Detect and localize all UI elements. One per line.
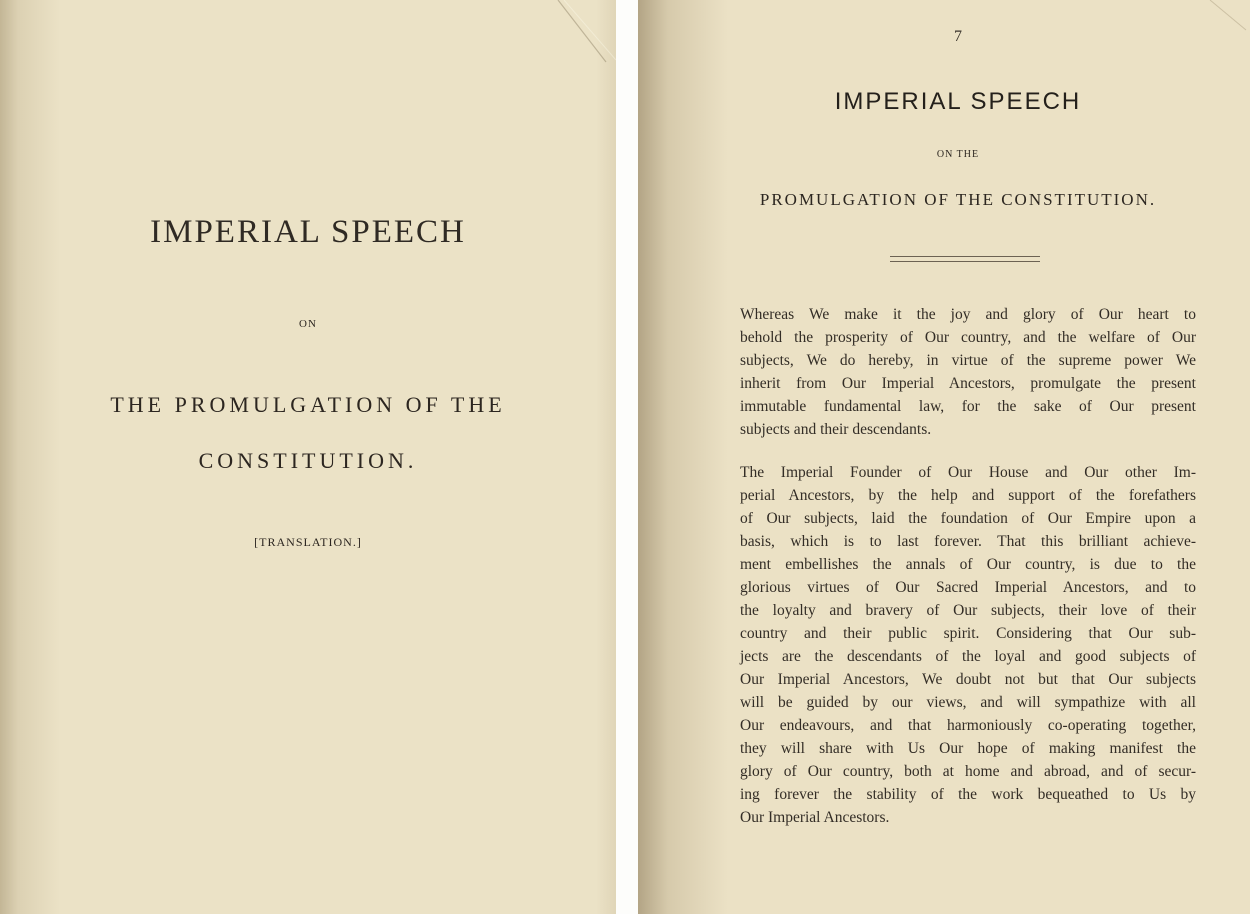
text-line: will be guided by our views, and will sympathize with all [740,694,1196,711]
text-line: they will share with Us Our hope of making manifest the [740,740,1196,757]
text-line: ing forever the stability of the work bequeathed to Us by [740,786,1196,803]
bleed-through-text [185,88,194,119]
translation-note: [TRANSLATION.] [254,535,362,549]
text-line: Our endeavours, and that harmoniously co-operating together, [740,717,1196,734]
paragraph [722,303,1196,441]
speech-body [722,303,1196,849]
paragraph [722,461,1196,829]
page-crease-mark [546,0,616,70]
text-line: basis, which is to last forever. That this brilliant achieve- [740,533,1196,550]
right-page [638,0,1250,914]
on-the-label: ON THE [936,149,980,160]
page-number: 7 [954,28,962,45]
subtitle-line-2: CONSTITUTION. [198,448,418,473]
page-title: IMPERIAL SPEECH [150,214,466,250]
page-gutter [616,0,638,914]
text-line: jects are the descendants of the loyal and good subjects of [740,648,1196,665]
text-line: subjects, We do hereby, in virtue of the supreme power We [740,352,1196,369]
text-line: Our Imperial Ancestors, We doubt not but that Our subjects [740,671,1196,688]
text-line: perial Ancestors, by the help and support of the forefathers [740,487,1196,504]
text-line: behold the prosperity of Our country, and the welfare of Our [740,329,1196,346]
text-line: subjects and their descendants. [740,421,932,438]
on-label: ON [299,318,317,330]
decorative-rule [890,256,1040,262]
page-subtitle: PROMULGATION OF THE CONSTITUTION. [759,190,1157,209]
left-page [0,0,616,914]
text-line: the loyalty and bravery of Our subjects, their love of their [740,602,1196,619]
text-line: glorious virtues of Our Sacred Imperial Ancestors, and to [740,579,1196,596]
text-line: of Our subjects, laid the foundation of Our Empire upon a [740,510,1196,527]
text-line: country and their public spirit. Considering that Our sub- [740,625,1196,642]
text-line: glory of Our country, both at home and abroad, and of secur- [740,763,1196,780]
text-line: ment embellishes the annals of Our country, is due to the [740,556,1196,573]
text-line: inherit from Our Imperial Ancestors, promulgate the present [740,375,1196,392]
text-line: Whereas We make it the joy and glory of Our heart to [740,306,1196,323]
page-title: IMPERIAL SPEECH [834,88,1082,115]
text-line: Our Imperial Ancestors. [740,809,890,826]
subtitle-line-1: THE PROMULGATION OF THE [110,392,506,417]
text-line: The Imperial Founder of Our House and Our other Im- [740,464,1196,481]
text-line: immutable fundamental law, for the sake of Our present [740,398,1196,415]
